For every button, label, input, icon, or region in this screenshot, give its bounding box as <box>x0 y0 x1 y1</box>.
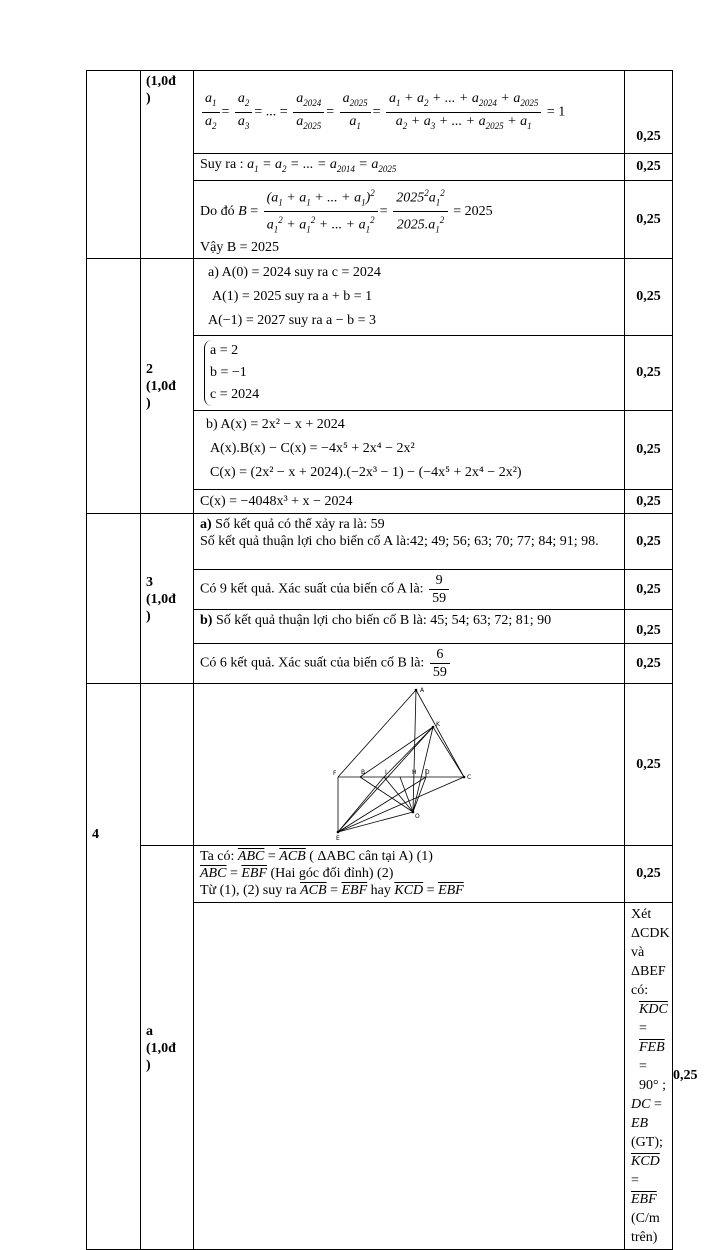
table-row: Xét ΔCDK và ΔBEF có: $\overline{KDC} = \overline{FEB} = 90^\circ$ ; DC = EB (GT); $\overline{KCD} = \overline{EBF}$ (C/m trên) 0,25 <box>87 902 673 1249</box>
angle-reasoning: Ta có: $\overline{ABC} = \overline{ACB}$ ( ΔABC cân tại A) (1) $\overline{ABC} = \overline{EBF}$ (Hai góc đối đỉnh) (2) Từ (1), (2) suy ra $\overline{ACB} = \overline{EBF}$ hay $\overline{KCD} = \overline{EBF}$ <box>194 845 625 902</box>
question-3-label: 3 (1,0đ ) <box>141 513 194 683</box>
label-b: B <box>361 768 366 776</box>
score-cell: 0,25 <box>625 180 673 258</box>
label-h: H <box>412 768 417 776</box>
answer-table <box>86 70 698 1250</box>
label-e: E <box>336 834 340 842</box>
label-o: O <box>415 812 420 820</box>
triangle-comparison: Xét ΔCDK và ΔBEF có: $\overline{KDC} = \overline{FEB} = 90^\circ$ ; DC = EB (GT); $\overline{KCD} = \overline{EBF}$ (C/m trên) <box>625 902 673 1249</box>
b-value-derivation: Do đó B = $\frac{(a_1 + a_1 + ... + a_1)^2}{a_1^2 + a_1^2 + ... + a_1^2}$ = $\frac{2025^2a_1^2}{2025.a_1^2}$ = 2025 Vậy B = 2025 <box>194 180 625 258</box>
label-i: I <box>385 768 387 776</box>
question-cell-empty <box>87 513 141 683</box>
table-row <box>87 71 673 154</box>
question-cell-empty <box>87 71 141 259</box>
conclusion-line: Vậy B = 2025 <box>200 239 280 255</box>
score-cell: 0,25 <box>625 569 673 609</box>
label-a: A <box>420 686 425 694</box>
question-4-label: 4 <box>87 683 141 1249</box>
score-cell: 0,25 <box>625 489 673 513</box>
c-result-line: C(x) = −4048x³ + x − 2024 <box>194 489 625 513</box>
equal-terms-line: Suy ra : $a_1 = a_2$ = ... = $a_{2014} = a_{2025}$ <box>194 154 625 181</box>
question-cell-empty <box>194 902 625 1249</box>
score-cell: 0,25 <box>625 258 673 335</box>
table-row <box>87 845 673 902</box>
probability-b: Có 6 kết quả. Xác suất của biến cố B là: $\frac{6}{59}$ <box>194 643 625 683</box>
geometry-figure <box>334 684 484 842</box>
equation-system: a = 2 b = −1 c = 2024 <box>194 335 625 410</box>
label-f: F <box>333 769 337 777</box>
part-b-lines: b) A(x) = 2x² − x + 2024 A(x).B(x) − C(x) = −4x⁵ + 2x⁴ − 2x² C(x) = (2x² − x + 2024).(−2x³ − 1) − (−4x⁵ + 2x⁴ − 2x²) <box>194 410 625 489</box>
table-row <box>87 513 673 569</box>
part-b-outcomes: b) Số kết quả thuận lợi cho biến cố B là: 45; 54; 63; 72; 81; 90 <box>194 609 625 643</box>
score-cell: 0,25 <box>625 845 673 902</box>
point-c-dot <box>463 775 466 778</box>
score-cell: 0,25 <box>625 643 673 683</box>
label-d: D <box>425 768 430 776</box>
score-cell: 0,25 <box>625 609 673 643</box>
probability-a: Có 9 kết quả. Xác suất của biến cố A là: $\frac{9}{59}$ <box>194 569 625 609</box>
point-k-dot <box>432 725 435 728</box>
score-cell: 0,25 <box>625 410 673 489</box>
score-cell: 0,25 <box>625 513 673 569</box>
subquestion-a-label: a (1,0đ ) <box>141 845 194 1249</box>
geometry-figure-cell <box>194 683 625 845</box>
table-row <box>87 258 673 335</box>
question-2-label: 2 (1,0đ ) <box>141 258 194 513</box>
score-cell: 0,25 <box>625 71 673 154</box>
question-cell-empty <box>87 258 141 513</box>
score-cell: 0,25 <box>625 683 673 845</box>
point-e-dot <box>337 830 340 833</box>
score-cell: 0,25 <box>625 335 673 410</box>
label-k: K <box>436 720 440 728</box>
ratio-equation: $\frac{a_1}{a_2}$ = $\frac{a_2}{a_3}$ = ... = $\frac{a_{2024}}{a_{2025}}$ = $\frac{a_{2025}}{a_1}$ = $\frac{a_1 + a_2 + ... + a_{2024} + a_{2025}}{a_2 + a_3 + ... + a_{2025} + a_1}$ = 1 <box>194 71 625 154</box>
point-a-dot <box>415 688 418 691</box>
question-cell-empty <box>141 683 194 845</box>
label-c: C <box>467 773 472 781</box>
answer-table-container <box>86 70 698 1245</box>
part-a-lines: a) A(0) = 2024 suy ra c = 2024 A(1) = 2025 suy ra a + b = 1 A(−1) = 2027 suy ra a − b = 3 <box>194 258 625 335</box>
score-cell: 0,25 <box>625 154 673 181</box>
table-row <box>87 683 673 845</box>
point-o-dot <box>412 810 415 813</box>
points-label: (1,0đ ) <box>141 71 194 259</box>
part-a-outcomes: a) Số kết quả có thể xảy ra là: 59 Số kết quả thuận lợi cho biến cố A là:42; 49; 56; 63; 70; 77; 84; 91; 98. <box>194 513 625 569</box>
